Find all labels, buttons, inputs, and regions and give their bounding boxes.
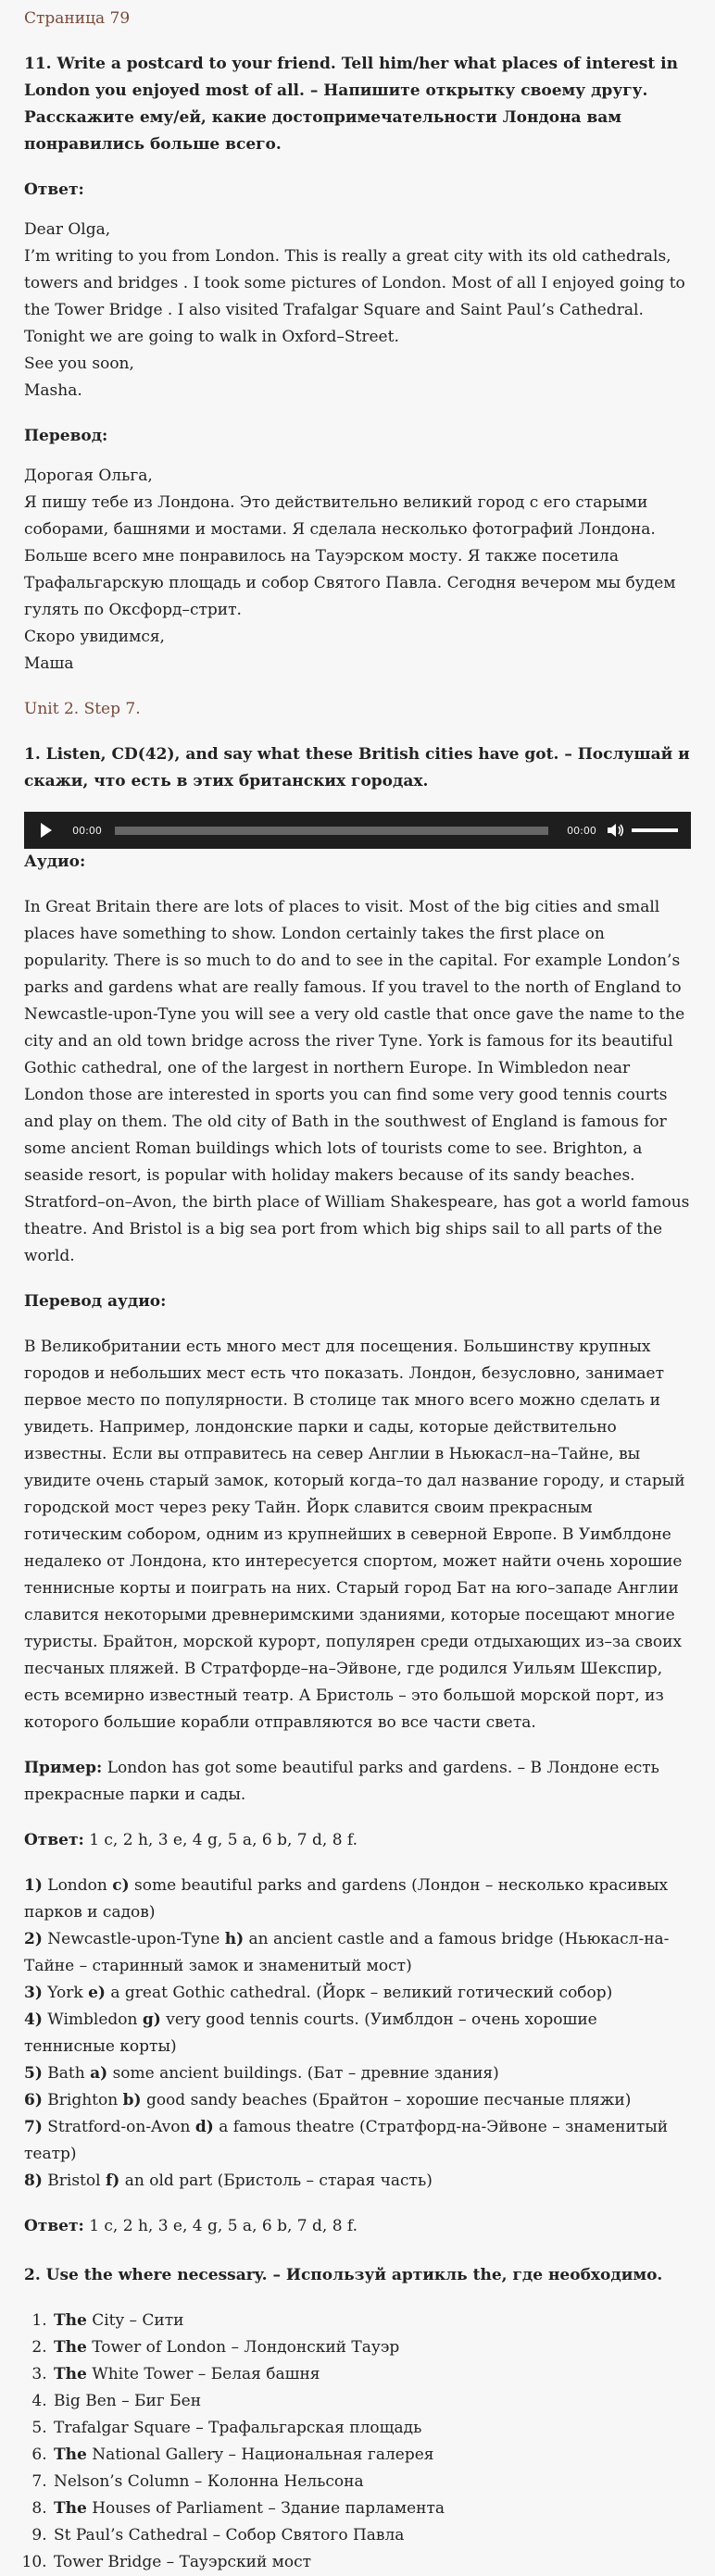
list-item: 6) Brighton b) good sandy beaches (Брайтон – хорошие песчаные пляжи) xyxy=(24,2091,632,2109)
list-item: 5. Trafalgar Square – Трафальгарская площадь xyxy=(52,2415,691,2442)
answer-label: Ответ: xyxy=(24,2217,84,2235)
task-2-heading: 2. Use the where necessary. – Используй артикль the, где необходимо. xyxy=(24,2266,663,2284)
current-time: 00:00 xyxy=(72,824,102,837)
list-item: 5) Bath a) some ancient buildings. (Бат – древние здания) xyxy=(24,2064,499,2083)
list-item: 10. Tower Bridge – Тауэрский мост xyxy=(52,2549,691,2576)
list-item: 4. Big Ben – Биг Бен xyxy=(52,2388,691,2415)
list-item: 7) Stratford-on-Avon d) a famous theatre (Стратфорд-на-Эйвоне – знаменитый театр) xyxy=(24,2118,669,2163)
matches-list xyxy=(24,1873,691,2195)
postcard-ru: Дорогая Ольга, Я пишу тебе из Лондона. Это действительно великий город с его старыми соборами, башнями и мостами. Я сделала несколько фотографий Лондона. Больше всего мне понравилось на Тауэрском мосту. Я также посетила Трафальгарскую площадь и собор Святого Павла. Сегодня вечером мы будем гулять по Оксфорд–стрит. Скоро увидимся, Маша xyxy=(24,467,676,673)
task-11-number: 11. xyxy=(24,55,52,73)
articles-list xyxy=(24,2308,691,2576)
list-item: 2. The Tower of London – Лондонский Тауэр xyxy=(52,2334,691,2361)
audio-translation: В Великобритании есть много мест для посещения. Большинству крупных городов и небольших мест есть что показать. Лондон, безусловно, занимает первое место по популярности. В столице так много всего можно сделать и увидеть. Например, лондонские парки и сады, которые действительно известны. Если вы отправитесь на север Англии в Ньюкасл–на–Тайне, вы увидите очень старый замок, который когда–то дал название городу, и старый городской мост через реку Тайн. Йорк славится своим прекрасным готическим собором, одним из крупнейших в северной Европе. В Уимблдоне недалеко от Лондона, кто интересуется спортом, может найти очень хорошие теннисные корты и поиграть на них. Старый город Бат на юго–западе Англии славится некоторыми древнеримскими зданиями, которые посещают многие туристы. Брайтон, морской курорт, популярен среди отдыхающих из–за своих песчаных пляжей. В Стратфорде–на–Эйвоне, где родился Уильям Шекспир, есть всемирно известный театр. А Бристоль – это большой морской порт, из которого большие корабли отправляются во все части света. xyxy=(24,1338,685,1732)
audio-text: In Great Britain there are lots of places to visit. Most of the big cities and small places have something to show. London certainly takes the first place on popularity. There is so much to do and to see in the capital. For example London’s parks and gardens what are really famous. If you travel to the north of England to Newcastle-upon-Tyne you will see a very old castle that once gave the name to the city and an old town bridge across the river Tyne. York is famous for its beautiful Gothic cathedral, one of the largest in northern Europe. In Wimbledon near London those are interested in sports you can find some very good tennis courts and play on them. The old city of Bath in the southwest of England is famous for some ancient Roman buildings which lots of tourists come to see. Brighton, a seaside resort, is popular with holiday makers because of its sandy beaches. Stratford–on–Avon, the birth place of William Shakespeare, has got a world famous theatre. And Bristol is a big sea port from which big ships sail to all parts of the world. xyxy=(24,898,690,1265)
task-11-question-ru: Напишите открытку своему другу. Расскажите ему/ей, какие достопримечательности Лондона вам понравились больше всего. xyxy=(24,81,648,154)
task-1-heading: 1. Listen, CD(42), and say what these British cities have got. – Послушай и скажи, что есть в этих британских городах. xyxy=(24,745,690,790)
answer-1 xyxy=(24,1827,691,1854)
list-item: 3. The White Tower – Белая башня xyxy=(52,2361,691,2388)
volume-icon[interactable] xyxy=(608,823,624,838)
postcard-en: Dear Olga, I’m writing to you from London. This is really a great city with its old cathedrals, towers and bridges . I took some pictures of London. Most of all I enjoyed going to the Tower Bridge . I also visited Trafalgar Square and Saint Paul’s Cathedral. Tonight we are going to walk in Oxford–Street. See you soon, Masha. xyxy=(24,220,685,400)
list-item: 2) Newcastle-upon-Tyne h) an ancient castle and a famous bridge (Ньюкасл-на-Тайне – старинный замок и знаменитый мост) xyxy=(24,1930,670,1975)
task-11-heading: 11. Write a postcard to your friend. Tell him/her what places of interest in London you enjoyed most of all. – Напишите открытку своему другу. Расскажите ему/ей, какие достопримечательности Лондона вам понравились больше всего. xyxy=(24,55,678,154)
list-item: 1) London c) some beautiful parks and gardens (Лондон – несколько красивых парков и садов) xyxy=(24,1876,669,1922)
audio-translation-label: Перевод аудио: xyxy=(24,1292,167,1311)
volume-slider[interactable] xyxy=(632,828,678,832)
list-item: 6. The National Gallery – Национальная галерея xyxy=(52,2442,691,2469)
answer-2 xyxy=(24,2213,691,2240)
page-label: Страница 79 xyxy=(24,9,131,28)
audio-player xyxy=(24,812,691,849)
audio-label: Аудио: xyxy=(24,852,86,871)
translation-label: Перевод: xyxy=(24,427,108,445)
task-11-question-en: Write a postcard to your friend. Tell him/her what places of interest in London you enjoyed most of all. xyxy=(24,55,678,100)
total-time: 00:00 xyxy=(567,824,596,837)
list-item: 8. The Houses of Parliament – Здание парламента xyxy=(52,2495,691,2522)
play-icon[interactable] xyxy=(41,823,52,838)
list-item: 3) York e) a great Gothic cathedral. (Йорк – великий готический собор) xyxy=(24,1984,613,2002)
example-text: London has got some beautiful parks and gardens. – В Лондоне есть прекрасные парки и сады. xyxy=(24,1759,659,1804)
example xyxy=(24,1755,691,1809)
list-item: 4) Wimbledon g) very good tennis courts. (Уимблдон – очень хорошие теннисные корты) xyxy=(24,2010,597,2056)
list-item: 1. The City – Сити xyxy=(52,2308,691,2334)
list-item: 8) Bristol f) an old part (Бристоль – старая часть) xyxy=(24,2172,433,2190)
example-label: Пример: xyxy=(24,1759,103,1777)
list-item: 9. St Paul’s Cathedral – Собор Святого Павла xyxy=(52,2522,691,2549)
answer-label: Ответ: xyxy=(24,1831,84,1849)
list-item: 7. Nelson’s Column – Колонна Нельсона xyxy=(52,2469,691,2495)
unit-label: Unit 2. Step 7. xyxy=(24,700,141,718)
answer-label: Ответ: xyxy=(24,180,84,199)
progress-track[interactable] xyxy=(115,827,548,835)
answer-text: 1 c, 2 h, 3 e, 4 g, 5 a, 6 b, 7 d, 8 f. xyxy=(89,1831,358,1849)
answer-text: 1 c, 2 h, 3 e, 4 g, 5 a, 6 b, 7 d, 8 f. xyxy=(89,2217,358,2235)
